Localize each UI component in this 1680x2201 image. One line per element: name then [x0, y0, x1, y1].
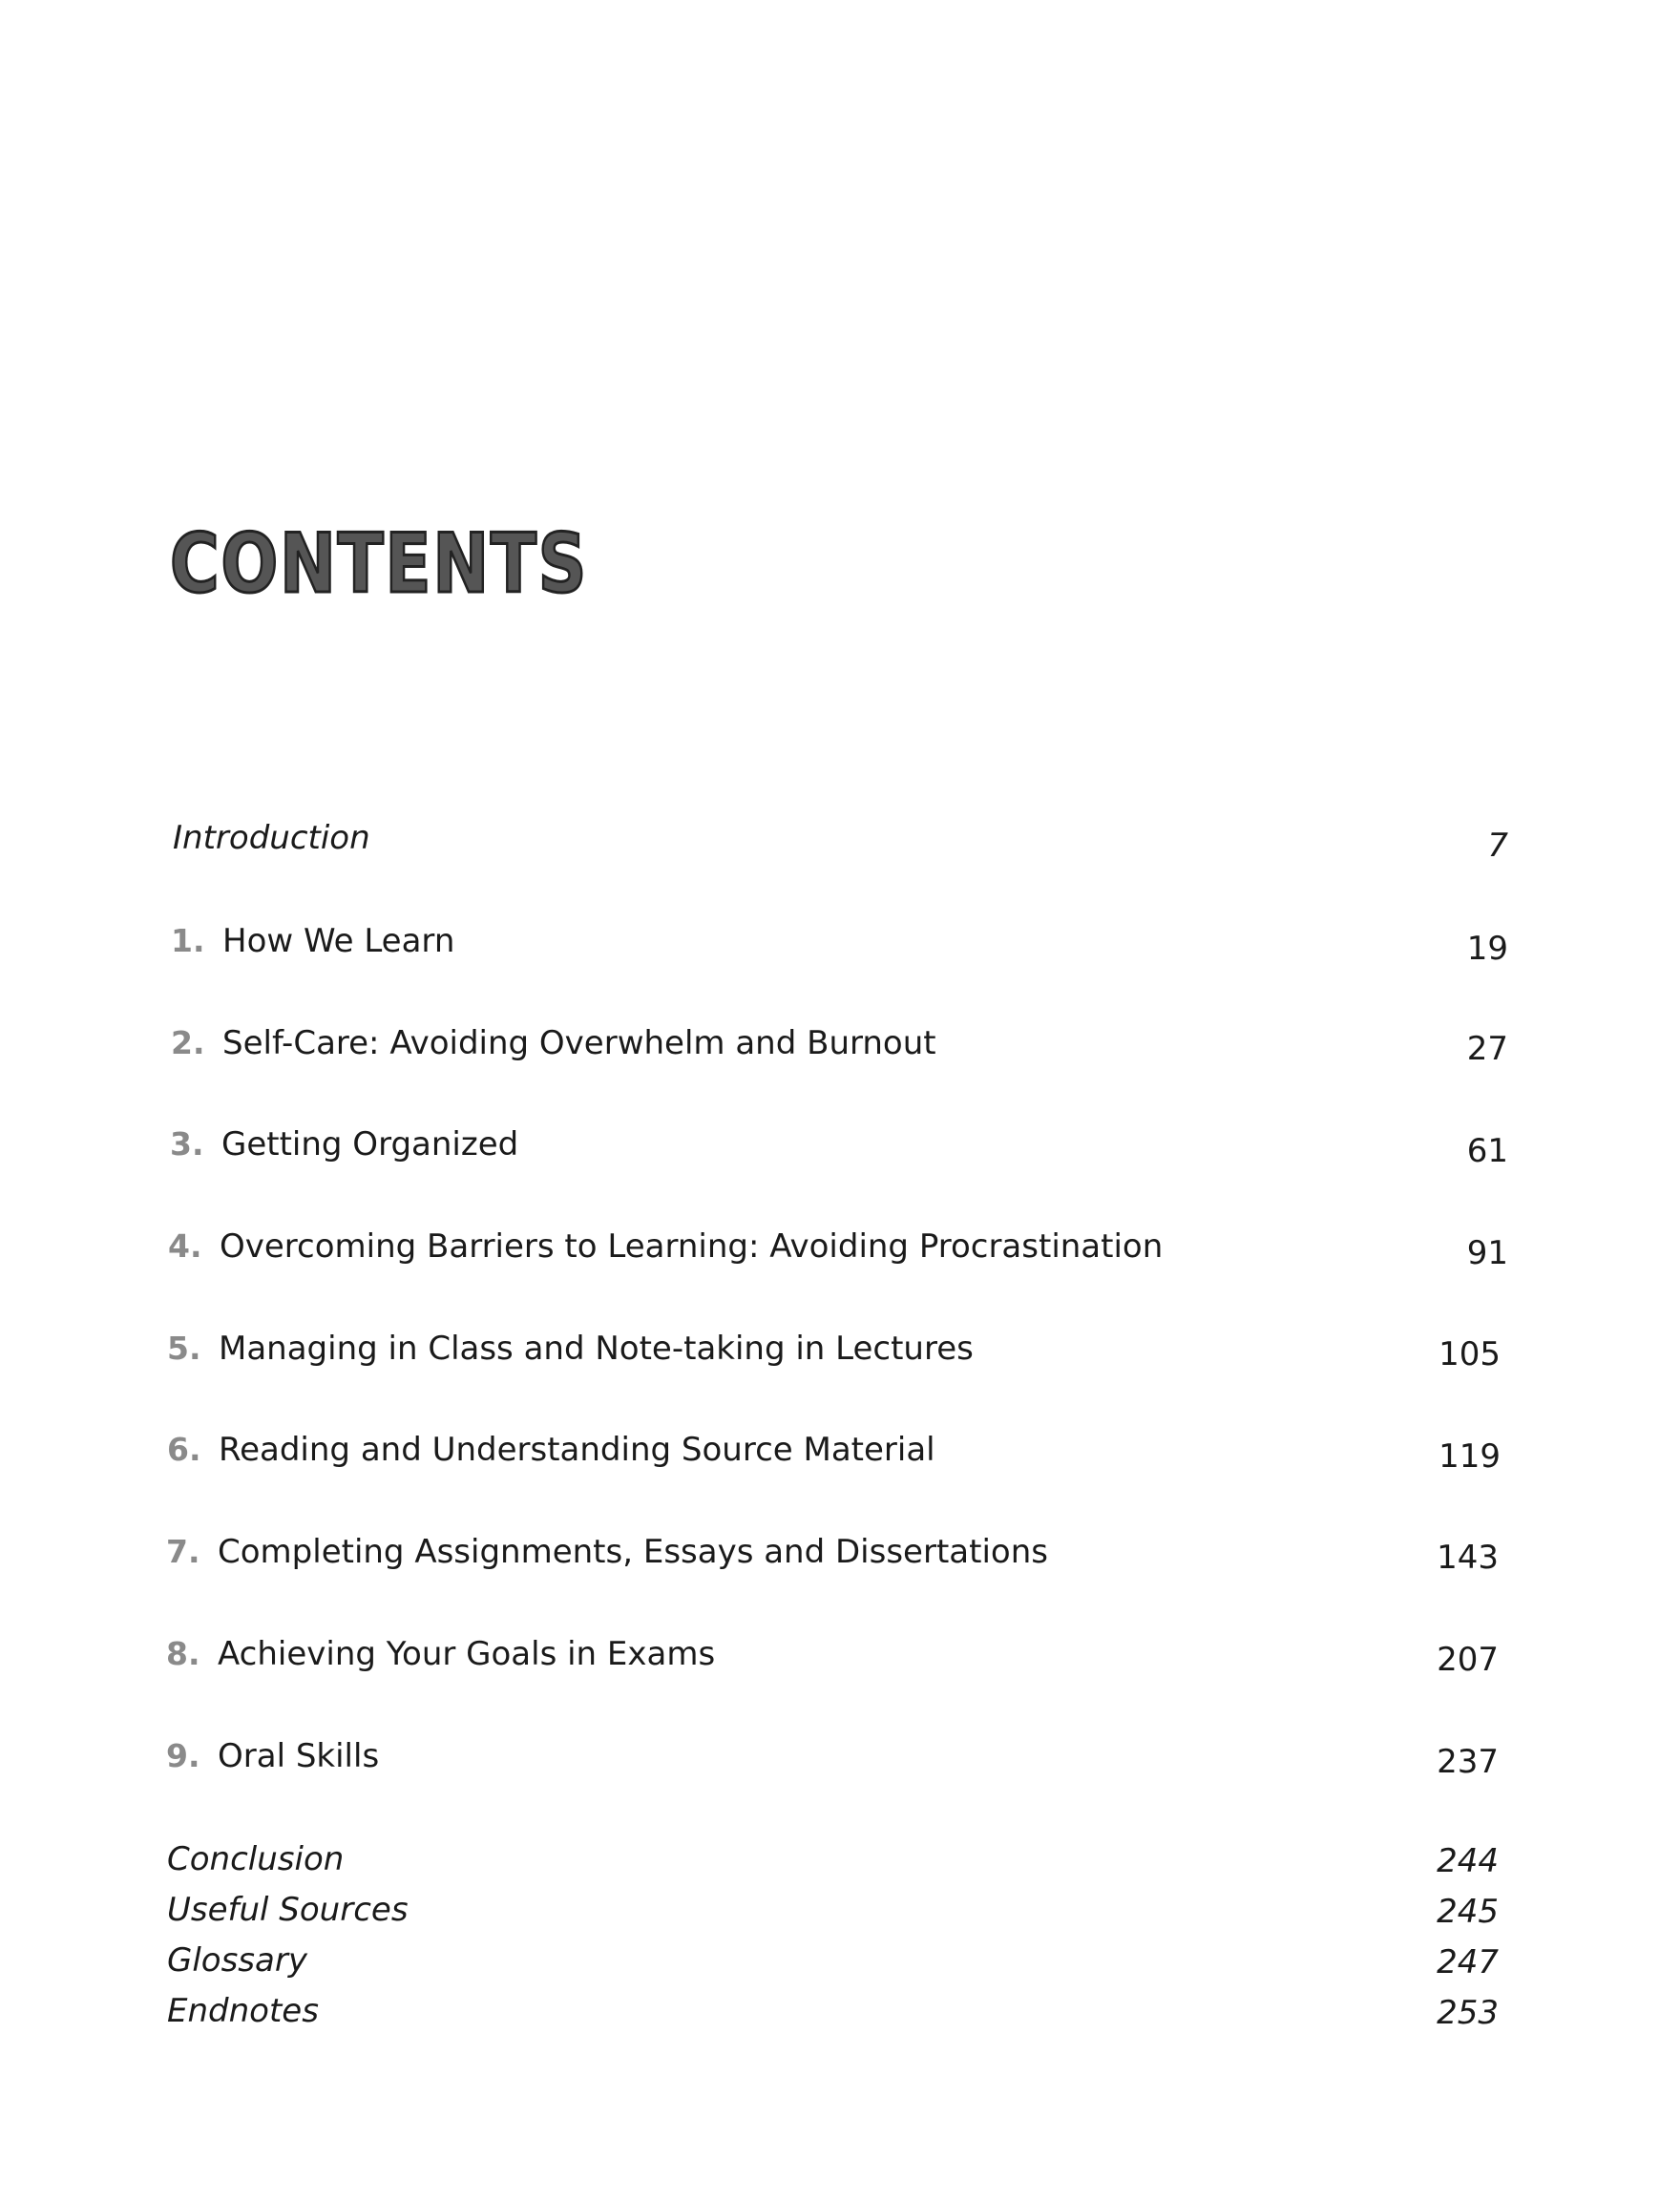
chapter-page: 237	[1437, 1743, 1499, 1781]
toc-entry-page: 244	[1437, 1842, 1499, 1880]
toc-entry-page: 253	[1437, 1994, 1499, 2032]
toc-chapter-9[interactable]	[0, 1737, 1680, 1794]
toc-entry-page: 247	[1437, 1943, 1499, 1981]
toc-chapter-4[interactable]	[0, 1227, 1680, 1285]
chapter-title: Oral Skills	[218, 1737, 380, 1775]
toc-chapter-1[interactable]	[0, 922, 1680, 979]
toc-entry-label: Glossary	[167, 1941, 307, 1980]
chapter-page: 27	[1466, 1030, 1508, 1068]
chapter-number: 5.	[167, 1330, 201, 1367]
chapter-number: 9.	[166, 1737, 200, 1774]
chapter-page: 19	[1466, 930, 1508, 968]
toc-entry-glossary[interactable]	[0, 1941, 1680, 1983]
toc-entry-page: 245	[1437, 1893, 1499, 1931]
chapter-number: 6.	[167, 1431, 201, 1468]
chapter-title: Achieving Your Goals in Exams	[218, 1635, 716, 1673]
chapter-number: 1.	[171, 922, 205, 959]
chapter-page: 91	[1466, 1234, 1508, 1272]
chapter-title: How We Learn	[222, 922, 455, 960]
toc-chapter-2[interactable]	[0, 1024, 1680, 1081]
toc-chapter-7[interactable]	[0, 1533, 1680, 1590]
chapter-page: 143	[1437, 1539, 1499, 1577]
toc-entry-endnotes[interactable]	[0, 1992, 1680, 2034]
toc-entry-label: Introduction	[173, 819, 370, 857]
chapter-number: 7.	[166, 1533, 200, 1570]
chapter-title: Getting Organized	[221, 1125, 519, 1163]
toc-entry-conclusion[interactable]	[0, 1840, 1680, 1882]
chapter-title: Reading and Understanding Source Material	[219, 1431, 935, 1469]
chapter-page: 119	[1438, 1437, 1501, 1476]
chapter-number: 2.	[171, 1024, 205, 1061]
toc-entry-page: 7	[1487, 827, 1508, 865]
toc-chapter-6[interactable]	[0, 1431, 1680, 1488]
toc-chapter-5[interactable]	[0, 1330, 1680, 1387]
toc-entry-useful-sources[interactable]	[0, 1891, 1680, 1933]
toc-entry-introduction[interactable]	[0, 819, 1680, 876]
toc-chapter-8[interactable]	[0, 1635, 1680, 1692]
chapter-title: Overcoming Barriers to Learning: Avoiding Procrastination	[220, 1227, 1164, 1266]
chapter-page: 207	[1437, 1641, 1499, 1679]
toc-entry-label: Conclusion	[167, 1840, 345, 1878]
chapter-title: Self-Care: Avoiding Overwhelm and Burnout	[222, 1024, 936, 1062]
chapter-number: 8.	[166, 1635, 200, 1672]
chapter-number: 3.	[170, 1125, 204, 1163]
toc-entry-label: Endnotes	[167, 1992, 319, 2030]
chapter-title: Completing Assignments, Essays and Dissertations	[218, 1533, 1048, 1571]
page-title: CONTENTS	[170, 516, 589, 612]
chapter-title: Managing in Class and Note-taking in Lectures	[219, 1330, 974, 1368]
toc-entry-label: Useful Sources	[167, 1891, 409, 1929]
toc-chapter-3[interactable]	[0, 1125, 1680, 1183]
chapter-page: 61	[1466, 1132, 1508, 1170]
chapter-number: 4.	[168, 1227, 202, 1265]
chapter-page: 105	[1438, 1335, 1501, 1373]
